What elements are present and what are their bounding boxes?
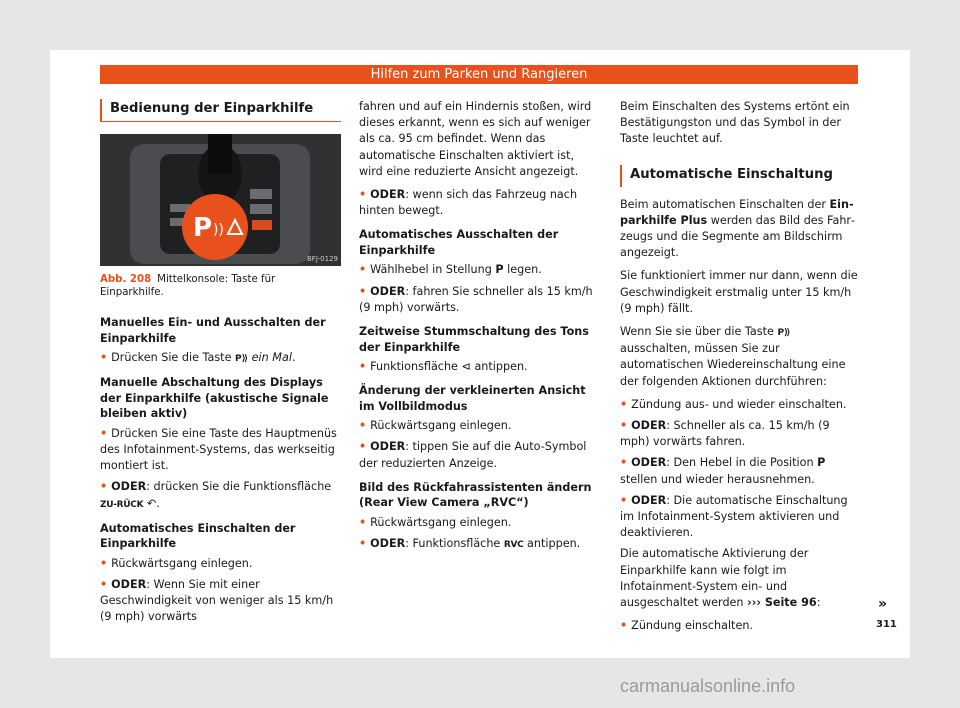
heading-rvc: Bild des Rückfahrassistenten ändern (Rear View Camera „RVC“) <box>359 480 592 510</box>
figure-caption-text: Mittelkonsole: Taste für Einparkhilfe. <box>100 274 276 298</box>
svg-text:P: P <box>193 213 213 243</box>
list-item: • Drücken Sie eine Taste des Hauptmenüs des Infotainment-Systems, das werkseitig montiert ist. <box>100 426 337 473</box>
heading-manual-on-off: Manuelles Ein- und Ausschalten der Einparkhilfe <box>100 316 326 345</box>
paragraph: Sie funktioniert immer nur dann, wenn die Geschwindigkeit erstmalig unter 15 km/h (9 mph) fällt. <box>620 269 858 315</box>
list-item: • Wählhebel in Stellung P legen. <box>359 263 542 277</box>
header-title: Hilfen zum Parken und Rangieren <box>370 67 588 82</box>
paragraph: fahren und auf ein Hindernis stoßen, wird dieses erkannt, wenn es sich auf weniger als ca. 95 cm befindet. Wenn das automatische Einschalten aktiviert ist, wird eine reduzierte Ansicht angezeigt. <box>359 100 592 178</box>
heading-manual-display-off: Manuelle Abschaltung des Displays der Einparkhilfe (akustische Signale bleiben aktiv) <box>100 376 329 421</box>
middle-column <box>359 99 601 558</box>
manual-page <box>50 50 910 658</box>
list-item: • Drücken Sie die Taste P⟫ ein Mal. <box>100 351 296 364</box>
list-item: • Rückwärtsgang einlegen. <box>359 419 512 433</box>
list-item: • Zündung einschalten. <box>620 619 753 633</box>
list-item: • Funktionsfläche ⊲ antippen. <box>359 360 528 374</box>
left-column <box>100 99 341 631</box>
paragraph: Beim Einschalten des Systems ertönt ein Bestätigungston und das Symbol in der Taste leuchtet auf. <box>620 100 850 146</box>
list-item: • ODER: Schneller als ca. 15 km/h (9 mph) vorwärts fahren. <box>620 419 830 449</box>
section-title-bedienung: Bedienung der Einparkhilfe <box>100 99 341 122</box>
list-item: • Rückwärtsgang einlegen. <box>100 556 253 570</box>
figure-console-photo <box>100 134 341 266</box>
back-button-label: ZU-RÜCK <box>100 499 144 510</box>
heading-mute: Zeitweise Stummschaltung des Tons der Einparkhilfe <box>359 325 589 354</box>
watermark: carmanualsonline.info <box>620 676 796 696</box>
console-illustration <box>100 134 341 266</box>
list-item: • ODER: tippen Sie auf die Auto-Symbol der reduzierten Anzeige. <box>359 440 587 470</box>
list-item: • ODER: wenn sich das Fahrzeug nach hinten bewegt. <box>359 188 578 218</box>
svg-text:)): )) <box>213 222 224 238</box>
figure-caption <box>100 273 341 299</box>
page-number: 311 <box>876 619 897 630</box>
list-item: • ODER: Den Hebel in die Position P stellen und wieder herausnehmen. <box>620 456 826 486</box>
parking-button-icon: P⟫ <box>235 354 249 364</box>
heading-fullscreen: Änderung der verkleinerten Ansicht im Vollbildmodus <box>359 384 586 413</box>
figure-label: Abb. 208 <box>100 274 152 285</box>
parking-button-icon: P⟫ <box>777 328 791 339</box>
list-item: • ODER: Wenn Sie mit einer Geschwindigkeit von weniger als 15 km/h (9 mph) vorwärts <box>100 577 334 624</box>
continue-mark: » <box>878 596 888 612</box>
paragraph: Die automatische Aktivierung der Einparkhilfe kann wie folgt im Infotainment-System ein- und ausgeschaltet werden ››› Seite 96: <box>620 547 821 610</box>
rvc-button-label: RVC <box>503 540 524 551</box>
paragraph: Beim automatischen Einschalten der Einparkhilfe Plus werden das Bild des Fahrzeugs und die Segmente am Bildschirm angezeigt. <box>620 197 856 260</box>
figure-code: BFJ-0129 <box>307 255 338 263</box>
list-item: • ODER: drücken Sie die Funktionsfläche ZU-RÜCK ↶. <box>100 480 332 510</box>
back-arrow-icon: ↶ <box>146 496 157 510</box>
list-item: • Zündung aus- und wieder einschalten. <box>620 397 847 411</box>
list-item: • ODER: Die automatische Einschaltung im Infotainment-System aktivieren und deaktivieren. <box>620 493 848 540</box>
list-item: • Rückwärtsgang einlegen. <box>359 515 512 529</box>
heading-auto-off: Automatisches Ausschalten der Einparkhilfe <box>359 228 559 257</box>
paragraph: Wenn Sie sie über die Taste P⟫ ausschalten, müssen Sie zur automatischen Wiedereinschaltung eine der folgenden Aktionen durchführen: <box>620 325 846 388</box>
section-title-auto: Automatische Einschaltung <box>620 165 858 187</box>
mute-speaker-icon: ⊲ <box>461 360 471 374</box>
page-reference-link[interactable]: ››› Seite 96 <box>747 596 817 610</box>
page-header <box>100 65 858 84</box>
heading-auto-on: Automatisches Einschalten der Einparkhilfe <box>100 521 296 551</box>
list-item: • ODER: fahren Sie schneller als 15 km/h (9 mph) vorwärts. <box>359 284 593 314</box>
right-column <box>620 99 858 639</box>
list-item: • ODER: Funktionsfläche RVC antippen. <box>359 537 581 551</box>
